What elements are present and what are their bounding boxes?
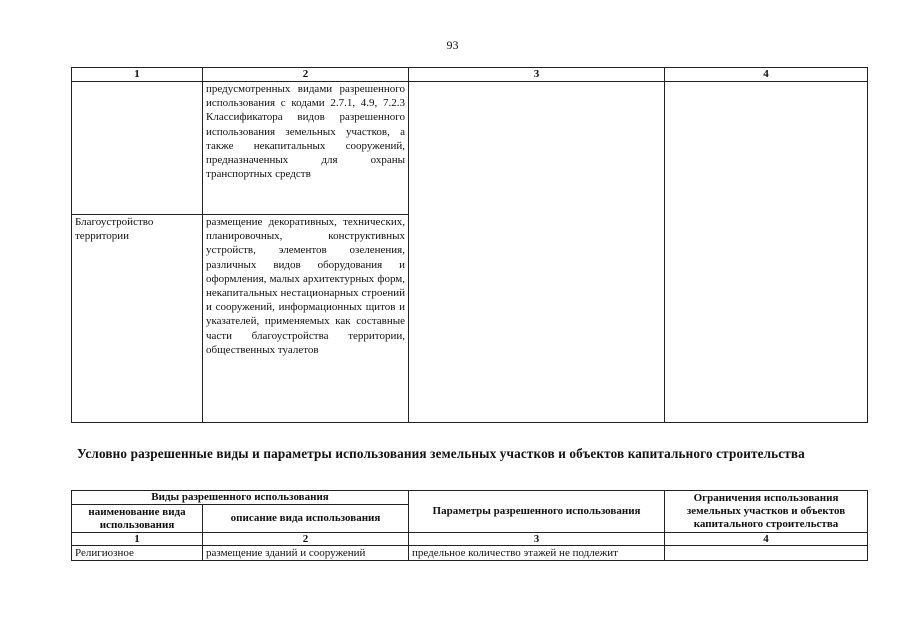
- conditional-use-table: [71, 490, 868, 561]
- use-name-cell: Религиозное: [72, 546, 203, 561]
- use-description-header: описание вида использования: [203, 505, 409, 533]
- use-name-cell: Благоустройство территории: [72, 215, 203, 423]
- section-title: Условно разрешенные виды и параметры использования земельных участков и объектов капитального строительства: [77, 446, 805, 461]
- table-row: [72, 82, 868, 215]
- parameters-header: Параметры разрешенного использования: [409, 491, 665, 533]
- parameters-cell: [409, 82, 665, 423]
- column-number: 3: [409, 68, 665, 82]
- column-number: 4: [665, 533, 868, 546]
- column-number: 3: [409, 533, 665, 546]
- restrictions-header: Ограничения использования земельных участков и объектов капитального строительства: [665, 491, 868, 533]
- column-number: 2: [203, 533, 409, 546]
- use-name-cell: [72, 82, 203, 215]
- use-description-cell: размещение декоративных, технических, планировочных, конструктивных устройств, элементов озеленения, различных видов оборудования и оформления, малых архитектурных форм, некапитальных нестационарных строений и сооружений, информационных щитов и указателей, применяемых как составные части благоустройства территории, общественных туалетов: [203, 215, 409, 423]
- column-number-row: [72, 533, 868, 546]
- column-number: 2: [203, 68, 409, 82]
- column-number-row: [72, 68, 868, 82]
- column-number: 1: [72, 68, 203, 82]
- use-description-cell: размещение зданий и сооружений: [203, 546, 409, 561]
- parameters-cell: предельное количество этажей не подлежит: [409, 546, 665, 561]
- page-number: 93: [446, 38, 459, 52]
- group-header-row: [72, 491, 868, 505]
- land-use-table-continued: [71, 67, 868, 423]
- use-description-cell: предусмотренных видами разрешенного использования с кодами 2.7.1, 4.9, 7.2.3 Классификатора видов разрешенного использования земельных участков, а также некапитальных сооружений, предназначенных для охраны транспортных средств: [203, 82, 409, 215]
- table-row: [72, 546, 868, 561]
- column-number: 1: [72, 533, 203, 546]
- restrictions-cell: [665, 82, 868, 423]
- use-name-header: наименование вида использования: [72, 505, 203, 533]
- column-number: 4: [665, 68, 868, 82]
- restrictions-cell: [665, 546, 868, 561]
- permitted-uses-group-header: Виды разрешенного использования: [72, 491, 409, 505]
